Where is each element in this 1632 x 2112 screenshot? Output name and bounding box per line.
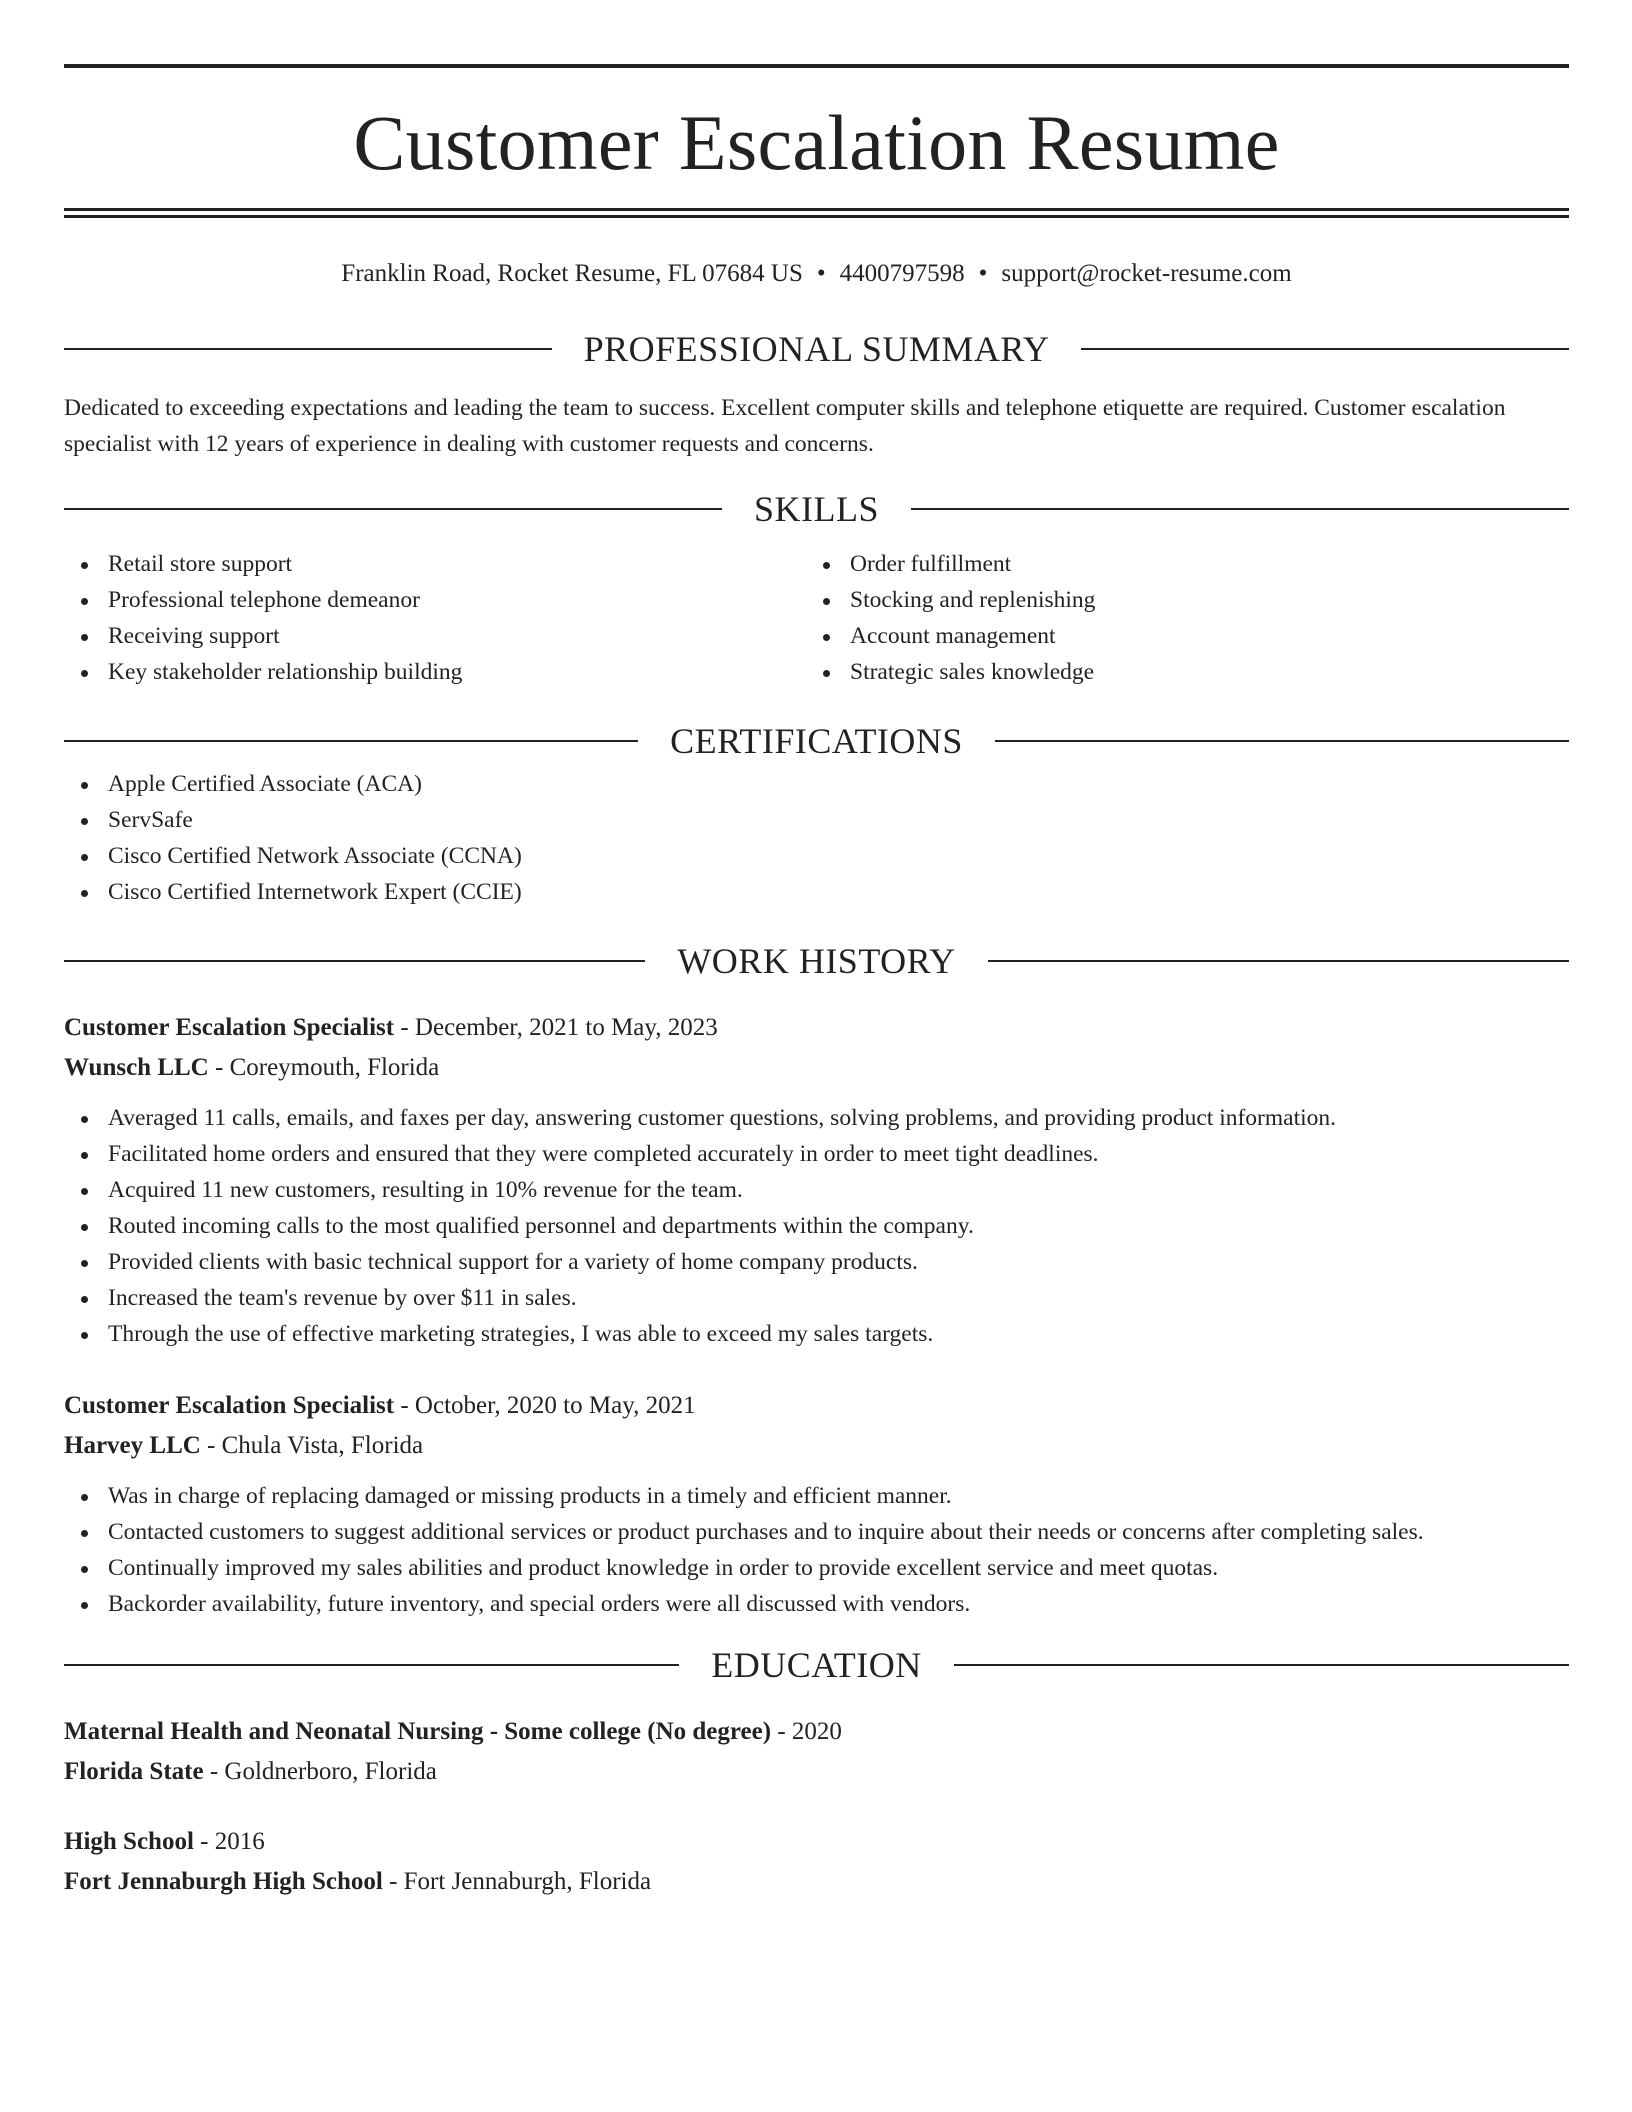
certification-item: ServSafe [64, 802, 1569, 838]
section-title: SKILLS [754, 489, 880, 529]
education-year: - 2020 [771, 1718, 842, 1745]
education-location: - Goldnerboro, Florida [203, 1758, 437, 1785]
heading-rule-right [988, 960, 1569, 962]
education-school: Fort Jennaburgh High School [64, 1868, 383, 1895]
job-company: Wunsch LLC [64, 1054, 209, 1081]
job-bullet: Facilitated home orders and ensured that they were completed accurately in order to meet tight deadlines. [64, 1136, 1569, 1172]
education-degree: Maternal Health and Neonatal Nursing - Some college (No degree) [64, 1718, 772, 1745]
section-heading-education [64, 1640, 1569, 1690]
job-title-line [64, 1386, 1569, 1426]
job-company-line [64, 1426, 1569, 1466]
section-heading-skills [64, 484, 1569, 534]
contact-email: support@rocket-resume.com [1001, 260, 1292, 287]
education-degree: High School [64, 1828, 194, 1855]
contact-address: Franklin Road, Rocket Resume, FL 07684 US [341, 260, 803, 287]
contact-separator: • [816, 260, 826, 287]
job-bullet: Through the use of effective marketing strategies, I was able to exceed my sales targets. [64, 1316, 1569, 1352]
summary-text: Dedicated to exceeding expectations and leading the team to success. Excellent computer skills and telephone etiquette are required. Customer escalation specialist with 12 years of experience in dealing with customer requests and concerns. [64, 395, 1506, 457]
section-heading-summary [64, 324, 1569, 374]
section-title: WORK HISTORY [677, 941, 956, 981]
heading-rule-right [1081, 348, 1569, 350]
job-bullet: Routed incoming calls to the most qualified personnel and departments within the company. [64, 1208, 1569, 1244]
skill-item: Key stakeholder relationship building [64, 654, 806, 690]
skill-item: Receiving support [64, 618, 806, 654]
job-bullet: Acquired 11 new customers, resulting in 10% revenue for the team. [64, 1172, 1569, 1208]
certification-item: Cisco Certified Internetwork Expert (CCIE) [64, 874, 1569, 910]
skill-item: Strategic sales knowledge [806, 654, 1548, 690]
job-bullet: Backorder availability, future inventory, and special orders were all discussed with vendors. [64, 1586, 1569, 1622]
job-bullet: Averaged 11 calls, emails, and faxes per day, answering customer questions, solving problems, and providing product information. [64, 1100, 1569, 1136]
contact-line [64, 254, 1569, 294]
certification-item: Apple Certified Associate (ACA) [64, 766, 1569, 802]
heading-rule-left [64, 960, 645, 962]
job-bullet: Continually improved my sales abilities and product knowledge in order to provide excellent service and meet quotas. [64, 1550, 1569, 1586]
heading-rule-right [954, 1664, 1569, 1666]
job-bullet: Provided clients with basic technical support for a variety of home company products. [64, 1244, 1569, 1280]
job-entry [64, 1386, 1569, 1622]
education-entry [64, 1712, 1569, 1792]
contact-phone: 4400797598 [839, 260, 965, 287]
job-location: - Chula Vista, Florida [200, 1432, 424, 1459]
job-entry [64, 1008, 1569, 1352]
heading-rule-left [64, 740, 638, 742]
job-role: Customer Escalation Specialist [64, 1014, 395, 1041]
section-title: EDUCATION [711, 1645, 922, 1685]
title-double-rule [64, 208, 1569, 218]
job-title-line [64, 1008, 1569, 1048]
education-entry [64, 1822, 1569, 1902]
job-bullets [64, 1100, 1569, 1352]
skill-item: Order fulfillment [806, 546, 1548, 582]
job-bullets [64, 1478, 1569, 1622]
education-school-line [64, 1752, 1569, 1792]
skills-column-right [806, 546, 1548, 690]
heading-rule-left [64, 1664, 679, 1666]
education-location: - Fort Jennaburgh, Florida [382, 1868, 652, 1895]
job-bullet: Was in charge of replacing damaged or missing products in a timely and efficient manner. [64, 1478, 1569, 1514]
job-bullet: Increased the team's revenue by over $11 in sales. [64, 1280, 1569, 1316]
job-role: Customer Escalation Specialist [64, 1392, 395, 1419]
education-degree-line [64, 1822, 1569, 1862]
section-title: PROFESSIONAL SUMMARY [583, 329, 1050, 369]
heading-rule-left [64, 508, 722, 510]
skill-item: Retail store support [64, 546, 806, 582]
education-degree-line [64, 1712, 1569, 1752]
education-school-line [64, 1862, 1569, 1902]
skills-column-left [64, 546, 806, 690]
skill-item: Account management [806, 618, 1548, 654]
skill-item: Stocking and replenishing [806, 582, 1548, 618]
top-rule [64, 64, 1569, 68]
section-title: CERTIFICATIONS [670, 721, 963, 761]
heading-rule-right [911, 508, 1569, 510]
job-location: - Coreymouth, Florida [208, 1054, 440, 1081]
contact-separator: • [978, 260, 988, 287]
resume-page [64, 64, 1569, 1902]
heading-rule-right [995, 740, 1569, 742]
education-school: Florida State [64, 1758, 204, 1785]
resume-title: Customer Escalation Resume [353, 99, 1280, 186]
job-bullet: Contacted customers to suggest additional services or product purchases and to inquire about their needs or concerns after completing sales. [64, 1514, 1569, 1550]
certification-item: Cisco Certified Network Associate (CCNA) [64, 838, 1569, 874]
certifications-list [64, 766, 1569, 910]
section-heading-work-history [64, 936, 1569, 986]
skill-item: Professional telephone demeanor [64, 582, 806, 618]
job-dates: - October, 2020 to May, 2021 [394, 1392, 696, 1419]
section-heading-certifications [64, 716, 1569, 766]
skills-grid [64, 546, 1569, 690]
heading-rule-left [64, 348, 552, 350]
education-year: - 2016 [193, 1828, 265, 1855]
job-company: Harvey LLC [64, 1432, 201, 1459]
job-company-line [64, 1048, 1569, 1088]
job-dates: - December, 2021 to May, 2023 [394, 1014, 718, 1041]
